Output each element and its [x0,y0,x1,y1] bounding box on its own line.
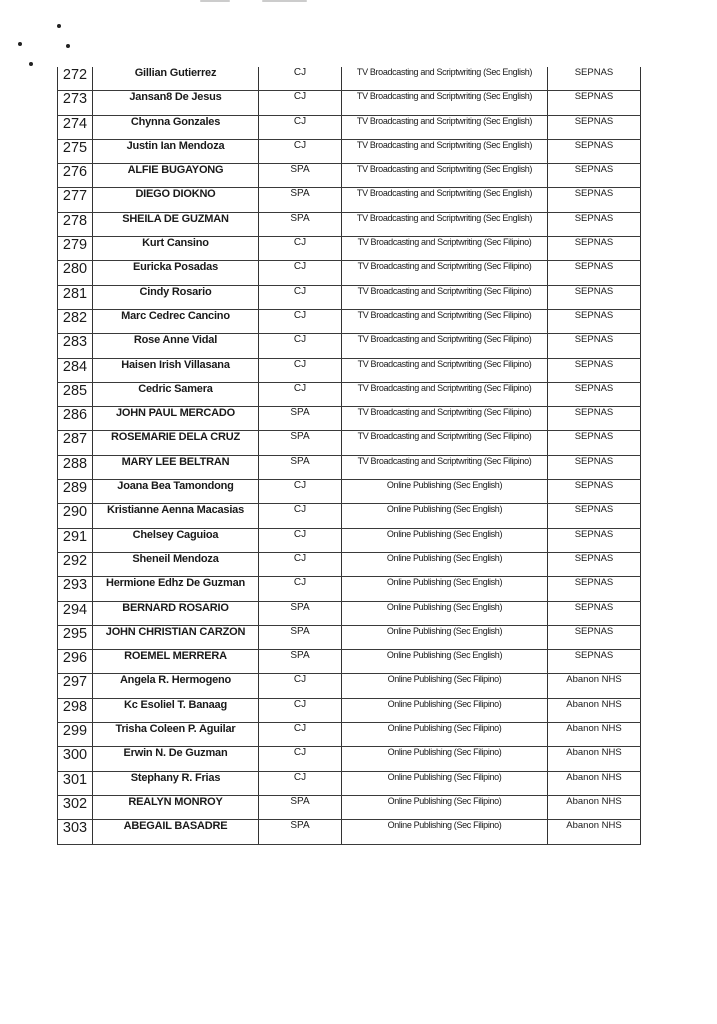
row-number: 276 [58,164,93,188]
scan-speck [66,44,70,48]
participant-name: Joana Bea Tamondong [93,480,259,504]
category-cell: CJ [259,674,342,698]
participant-name: JOHN CHRISTIAN CARZON [93,625,259,649]
participant-name: Stephany R. Frias [93,771,259,795]
school-cell: SEPNAS [548,382,641,406]
school-cell: SEPNAS [548,650,641,674]
participant-name: Marc Cedrec Cancino [93,309,259,333]
school-cell: SEPNAS [548,237,641,261]
event-cell: Online Publishing (Sec English) [342,625,548,649]
row-number: 274 [58,115,93,139]
category-cell: CJ [259,528,342,552]
category-cell: SPA [259,212,342,236]
table-row [58,820,641,844]
school-cell: Abanon NHS [548,723,641,747]
event-cell: Online Publishing (Sec Filipino) [342,795,548,819]
row-number: 273 [58,91,93,115]
row-number: 288 [58,455,93,479]
category-cell: CJ [259,237,342,261]
table-row [58,91,641,115]
table-row [58,115,641,139]
row-number: 279 [58,237,93,261]
school-cell: SEPNAS [548,504,641,528]
table-row [58,528,641,552]
row-number: 299 [58,723,93,747]
participant-name: ROEMEL MERRERA [93,650,259,674]
table-row [58,601,641,625]
school-cell: SEPNAS [548,577,641,601]
row-number: 290 [58,504,93,528]
school-cell: SEPNAS [548,625,641,649]
category-cell: CJ [259,115,342,139]
participant-name: Kurt Cansino [93,237,259,261]
row-number: 295 [58,625,93,649]
participant-name: Erwin N. De Guzman [93,747,259,771]
row-number: 298 [58,698,93,722]
table-row [58,261,641,285]
school-cell: SEPNAS [548,601,641,625]
event-cell: Online Publishing (Sec English) [342,577,548,601]
participant-name: Euricka Posadas [93,261,259,285]
row-number: 300 [58,747,93,771]
category-cell: CJ [259,552,342,576]
table-row [58,285,641,309]
table-row [58,164,641,188]
school-cell: SEPNAS [548,407,641,431]
row-number: 281 [58,285,93,309]
category-cell: CJ [259,139,342,163]
event-cell: TV Broadcasting and Scriptwriting (Sec Filipino) [342,285,548,309]
category-cell: SPA [259,795,342,819]
table-row [58,237,641,261]
event-cell: TV Broadcasting and Scriptwriting (Sec English) [342,139,548,163]
table-row [58,747,641,771]
category-cell: SPA [259,625,342,649]
participant-name: ALFIE BUGAYONG [93,164,259,188]
event-cell: Online Publishing (Sec English) [342,504,548,528]
participants-table [57,67,641,845]
event-cell: Online Publishing (Sec Filipino) [342,674,548,698]
row-number: 277 [58,188,93,212]
table-row [58,431,641,455]
school-cell: Abanon NHS [548,747,641,771]
participant-name: Kristianne Aenna Macasias [93,504,259,528]
school-cell: Abanon NHS [548,795,641,819]
participant-name: REALYN MONROY [93,795,259,819]
participants-table-body [58,67,641,844]
table-row [58,212,641,236]
participant-name: Cedric Samera [93,382,259,406]
table-row [58,504,641,528]
category-cell: SPA [259,164,342,188]
category-cell: CJ [259,698,342,722]
scan-speck [18,42,22,46]
school-cell: Abanon NHS [548,820,641,844]
row-number: 283 [58,334,93,358]
table-row [58,188,641,212]
event-cell: TV Broadcasting and Scriptwriting (Sec Filipino) [342,261,548,285]
participant-name: Hermione Edhz De Guzman [93,577,259,601]
participant-name: ROSEMARIE DELA CRUZ [93,431,259,455]
category-cell: CJ [259,577,342,601]
school-cell: SEPNAS [548,309,641,333]
event-cell: Online Publishing (Sec Filipino) [342,771,548,795]
school-cell: SEPNAS [548,285,641,309]
row-number: 278 [58,212,93,236]
category-cell: SPA [259,431,342,455]
event-cell: Online Publishing (Sec Filipino) [342,747,548,771]
row-number: 287 [58,431,93,455]
table-row [58,382,641,406]
row-number: 285 [58,382,93,406]
table-row [58,771,641,795]
school-cell: Abanon NHS [548,771,641,795]
row-number: 272 [58,67,93,91]
category-cell: CJ [259,91,342,115]
table-row [58,650,641,674]
category-cell: SPA [259,455,342,479]
row-number: 284 [58,358,93,382]
participant-name: SHEILA DE GUZMAN [93,212,259,236]
participant-name: Jansan8 De Jesus [93,91,259,115]
category-cell: CJ [259,309,342,333]
participant-name: BERNARD ROSARIO [93,601,259,625]
row-number: 293 [58,577,93,601]
table-row [58,698,641,722]
school-cell: SEPNAS [548,91,641,115]
scan-speck [29,62,33,66]
participant-name: DIEGO DIOKNO [93,188,259,212]
event-cell: TV Broadcasting and Scriptwriting (Sec Filipino) [342,237,548,261]
event-cell: TV Broadcasting and Scriptwriting (Sec Filipino) [342,334,548,358]
row-number: 302 [58,795,93,819]
row-number: 296 [58,650,93,674]
event-cell: TV Broadcasting and Scriptwriting (Sec English) [342,67,548,91]
category-cell: CJ [259,358,342,382]
event-cell: TV Broadcasting and Scriptwriting (Sec Filipino) [342,455,548,479]
event-cell: TV Broadcasting and Scriptwriting (Sec Filipino) [342,407,548,431]
table-row [58,674,641,698]
participant-name: Kc Esoliel T. Banaag [93,698,259,722]
event-cell: TV Broadcasting and Scriptwriting (Sec English) [342,91,548,115]
table-row [58,309,641,333]
category-cell: CJ [259,747,342,771]
category-cell: SPA [259,188,342,212]
category-cell: SPA [259,601,342,625]
event-cell: TV Broadcasting and Scriptwriting (Sec English) [342,188,548,212]
event-cell: Online Publishing (Sec Filipino) [342,820,548,844]
table-row [58,552,641,576]
category-cell: CJ [259,382,342,406]
school-cell: Abanon NHS [548,674,641,698]
school-cell: SEPNAS [548,67,641,91]
participant-name: Trisha Coleen P. Aguilar [93,723,259,747]
event-cell: Online Publishing (Sec Filipino) [342,723,548,747]
row-number: 286 [58,407,93,431]
participant-name: Cindy Rosario [93,285,259,309]
table-row [58,625,641,649]
participant-name: Haisen Irish Villasana [93,358,259,382]
event-cell: Online Publishing (Sec English) [342,650,548,674]
participant-name: MARY LEE BELTRAN [93,455,259,479]
row-number: 303 [58,820,93,844]
category-cell: CJ [259,334,342,358]
table-row [58,577,641,601]
scan-artifact-line [262,0,307,2]
school-cell: SEPNAS [548,431,641,455]
category-cell: CJ [259,67,342,91]
participant-name: Chynna Gonzales [93,115,259,139]
school-cell: SEPNAS [548,480,641,504]
category-cell: CJ [259,480,342,504]
category-cell: SPA [259,407,342,431]
row-number: 292 [58,552,93,576]
participant-name: Chelsey Caguioa [93,528,259,552]
school-cell: SEPNAS [548,552,641,576]
participant-name: ABEGAIL BASADRE [93,820,259,844]
school-cell: Abanon NHS [548,698,641,722]
event-cell: Online Publishing (Sec English) [342,601,548,625]
scan-speck [57,24,61,28]
participant-name: Gillian Gutierrez [93,67,259,91]
event-cell: TV Broadcasting and Scriptwriting (Sec English) [342,115,548,139]
table-row [58,67,641,91]
category-cell: CJ [259,504,342,528]
event-cell: TV Broadcasting and Scriptwriting (Sec Filipino) [342,382,548,406]
event-cell: TV Broadcasting and Scriptwriting (Sec Filipino) [342,431,548,455]
school-cell: SEPNAS [548,358,641,382]
participant-name: Angela R. Hermogeno [93,674,259,698]
school-cell: SEPNAS [548,261,641,285]
row-number: 282 [58,309,93,333]
row-number: 280 [58,261,93,285]
participant-name: JOHN PAUL MERCADO [93,407,259,431]
table-row [58,455,641,479]
category-cell: SPA [259,820,342,844]
table-row [58,358,641,382]
school-cell: SEPNAS [548,455,641,479]
school-cell: SEPNAS [548,528,641,552]
participant-name: Sheneil Mendoza [93,552,259,576]
table-row [58,407,641,431]
row-number: 275 [58,139,93,163]
school-cell: SEPNAS [548,115,641,139]
event-cell: Online Publishing (Sec English) [342,528,548,552]
scan-artifact-line [200,0,230,2]
category-cell: SPA [259,650,342,674]
participant-name: Rose Anne Vidal [93,334,259,358]
row-number: 289 [58,480,93,504]
row-number: 301 [58,771,93,795]
event-cell: TV Broadcasting and Scriptwriting (Sec English) [342,164,548,188]
event-cell: Online Publishing (Sec English) [342,480,548,504]
category-cell: CJ [259,261,342,285]
school-cell: SEPNAS [548,334,641,358]
category-cell: CJ [259,723,342,747]
participant-name: Justin Ian Mendoza [93,139,259,163]
school-cell: SEPNAS [548,139,641,163]
table-row [58,723,641,747]
category-cell: CJ [259,771,342,795]
event-cell: TV Broadcasting and Scriptwriting (Sec Filipino) [342,358,548,382]
row-number: 297 [58,674,93,698]
table-row [58,334,641,358]
school-cell: SEPNAS [548,188,641,212]
school-cell: SEPNAS [548,212,641,236]
event-cell: TV Broadcasting and Scriptwriting (Sec Filipino) [342,309,548,333]
table-row [58,139,641,163]
event-cell: Online Publishing (Sec Filipino) [342,698,548,722]
row-number: 291 [58,528,93,552]
table-row [58,480,641,504]
category-cell: CJ [259,285,342,309]
event-cell: Online Publishing (Sec English) [342,552,548,576]
table-row [58,795,641,819]
row-number: 294 [58,601,93,625]
school-cell: SEPNAS [548,164,641,188]
event-cell: TV Broadcasting and Scriptwriting (Sec English) [342,212,548,236]
